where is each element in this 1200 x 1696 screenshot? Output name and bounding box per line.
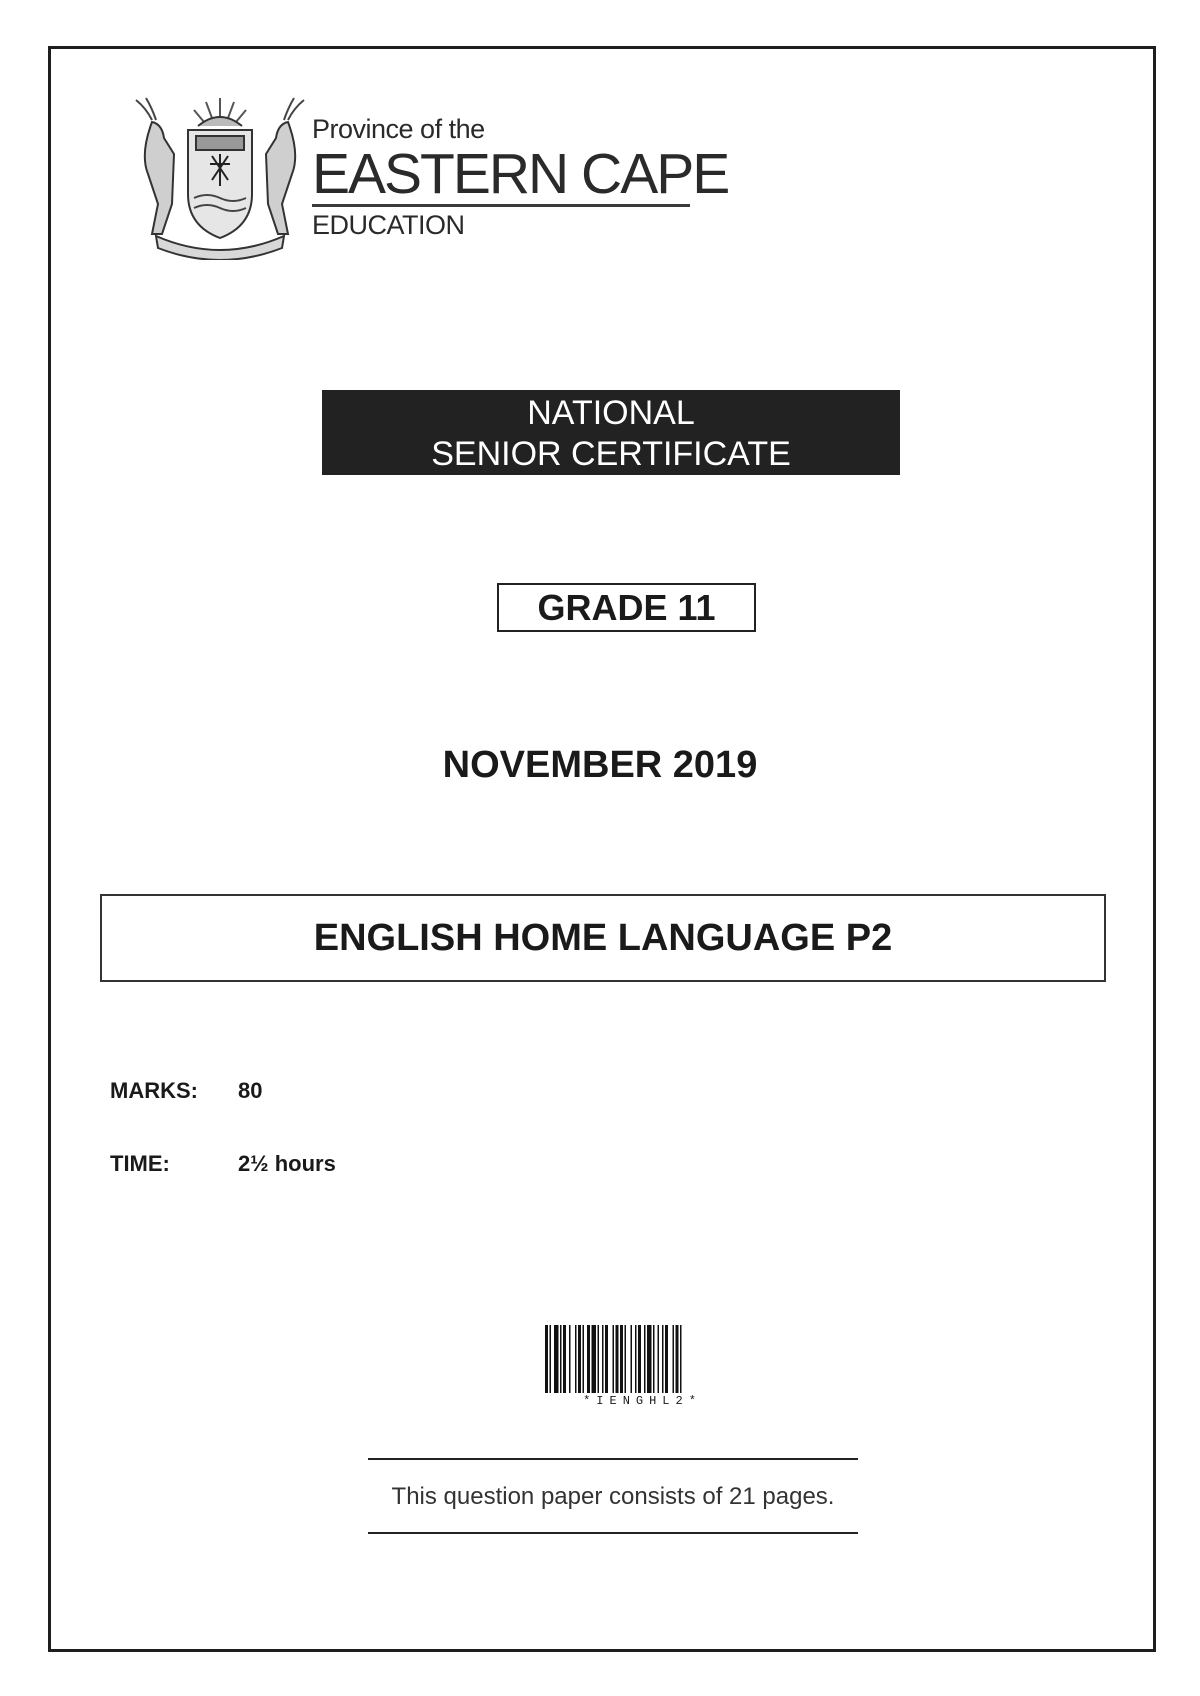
barcode-bar	[592, 1325, 597, 1393]
barcode-bar	[578, 1325, 581, 1393]
barcode-bar	[616, 1325, 619, 1393]
barcode-bar	[635, 1325, 637, 1393]
barcode-bar	[631, 1325, 633, 1393]
barcode-bar	[545, 1325, 548, 1393]
barcode-bar	[605, 1325, 608, 1393]
barcode-bar	[658, 1325, 660, 1393]
barcode-bar	[680, 1325, 682, 1393]
time-label: TIME:	[110, 1151, 170, 1176]
barcode-bar	[554, 1325, 559, 1393]
logo-province-name: EASTERN CAPE	[312, 142, 729, 206]
barcode-bar	[613, 1325, 615, 1393]
barcode-bar	[598, 1325, 600, 1393]
barcode-text: *IENGHL2*	[583, 1394, 702, 1408]
barcode-bar	[563, 1325, 566, 1393]
barcode-bar	[625, 1325, 627, 1393]
page-count-note: This question paper consists of 21 pages.	[391, 1483, 835, 1510]
barcode-bar	[587, 1325, 590, 1393]
barcode-bar	[673, 1325, 675, 1393]
banner-line-2: SENIOR CERTIFICATE	[431, 435, 791, 473]
department-logo	[312, 112, 729, 243]
certificate-banner	[322, 390, 900, 475]
barcode-bar	[665, 1325, 668, 1393]
barcode-bar	[560, 1325, 562, 1393]
barcode-bar	[569, 1325, 571, 1393]
coat-of-arms-icon	[122, 94, 318, 260]
logo-department-text: EDUCATION	[312, 210, 465, 240]
time-value: 2½ hours	[238, 1151, 336, 1176]
subject-box: ENGLISH HOME LANGUAGE P2	[100, 894, 1106, 982]
barcode-bar	[638, 1325, 641, 1393]
divider-top	[368, 1458, 858, 1460]
time-row	[110, 1151, 336, 1177]
barcode-bar	[662, 1325, 664, 1393]
marks-value: 80	[238, 1078, 263, 1103]
marks-label: MARKS:	[110, 1078, 198, 1103]
logo-province-text: Province of the	[312, 114, 485, 144]
barcode-bar	[550, 1325, 552, 1393]
marks-row	[110, 1078, 262, 1104]
barcode-bar	[620, 1325, 623, 1393]
barcode-bar	[575, 1325, 577, 1393]
barcode-bar	[647, 1325, 652, 1393]
divider-bottom	[368, 1532, 858, 1534]
barcode	[545, 1325, 740, 1393]
barcode-bar	[583, 1325, 585, 1393]
barcode-bar	[653, 1325, 655, 1393]
barcode-bar	[644, 1325, 646, 1393]
barcode-bar	[676, 1325, 679, 1393]
page-border	[48, 46, 1156, 1652]
grade-box: GRADE 11	[497, 583, 756, 632]
banner-line-1: NATIONAL	[527, 394, 695, 432]
exam-date: NOVEMBER 2019	[442, 744, 758, 786]
barcode-bar	[602, 1325, 604, 1393]
